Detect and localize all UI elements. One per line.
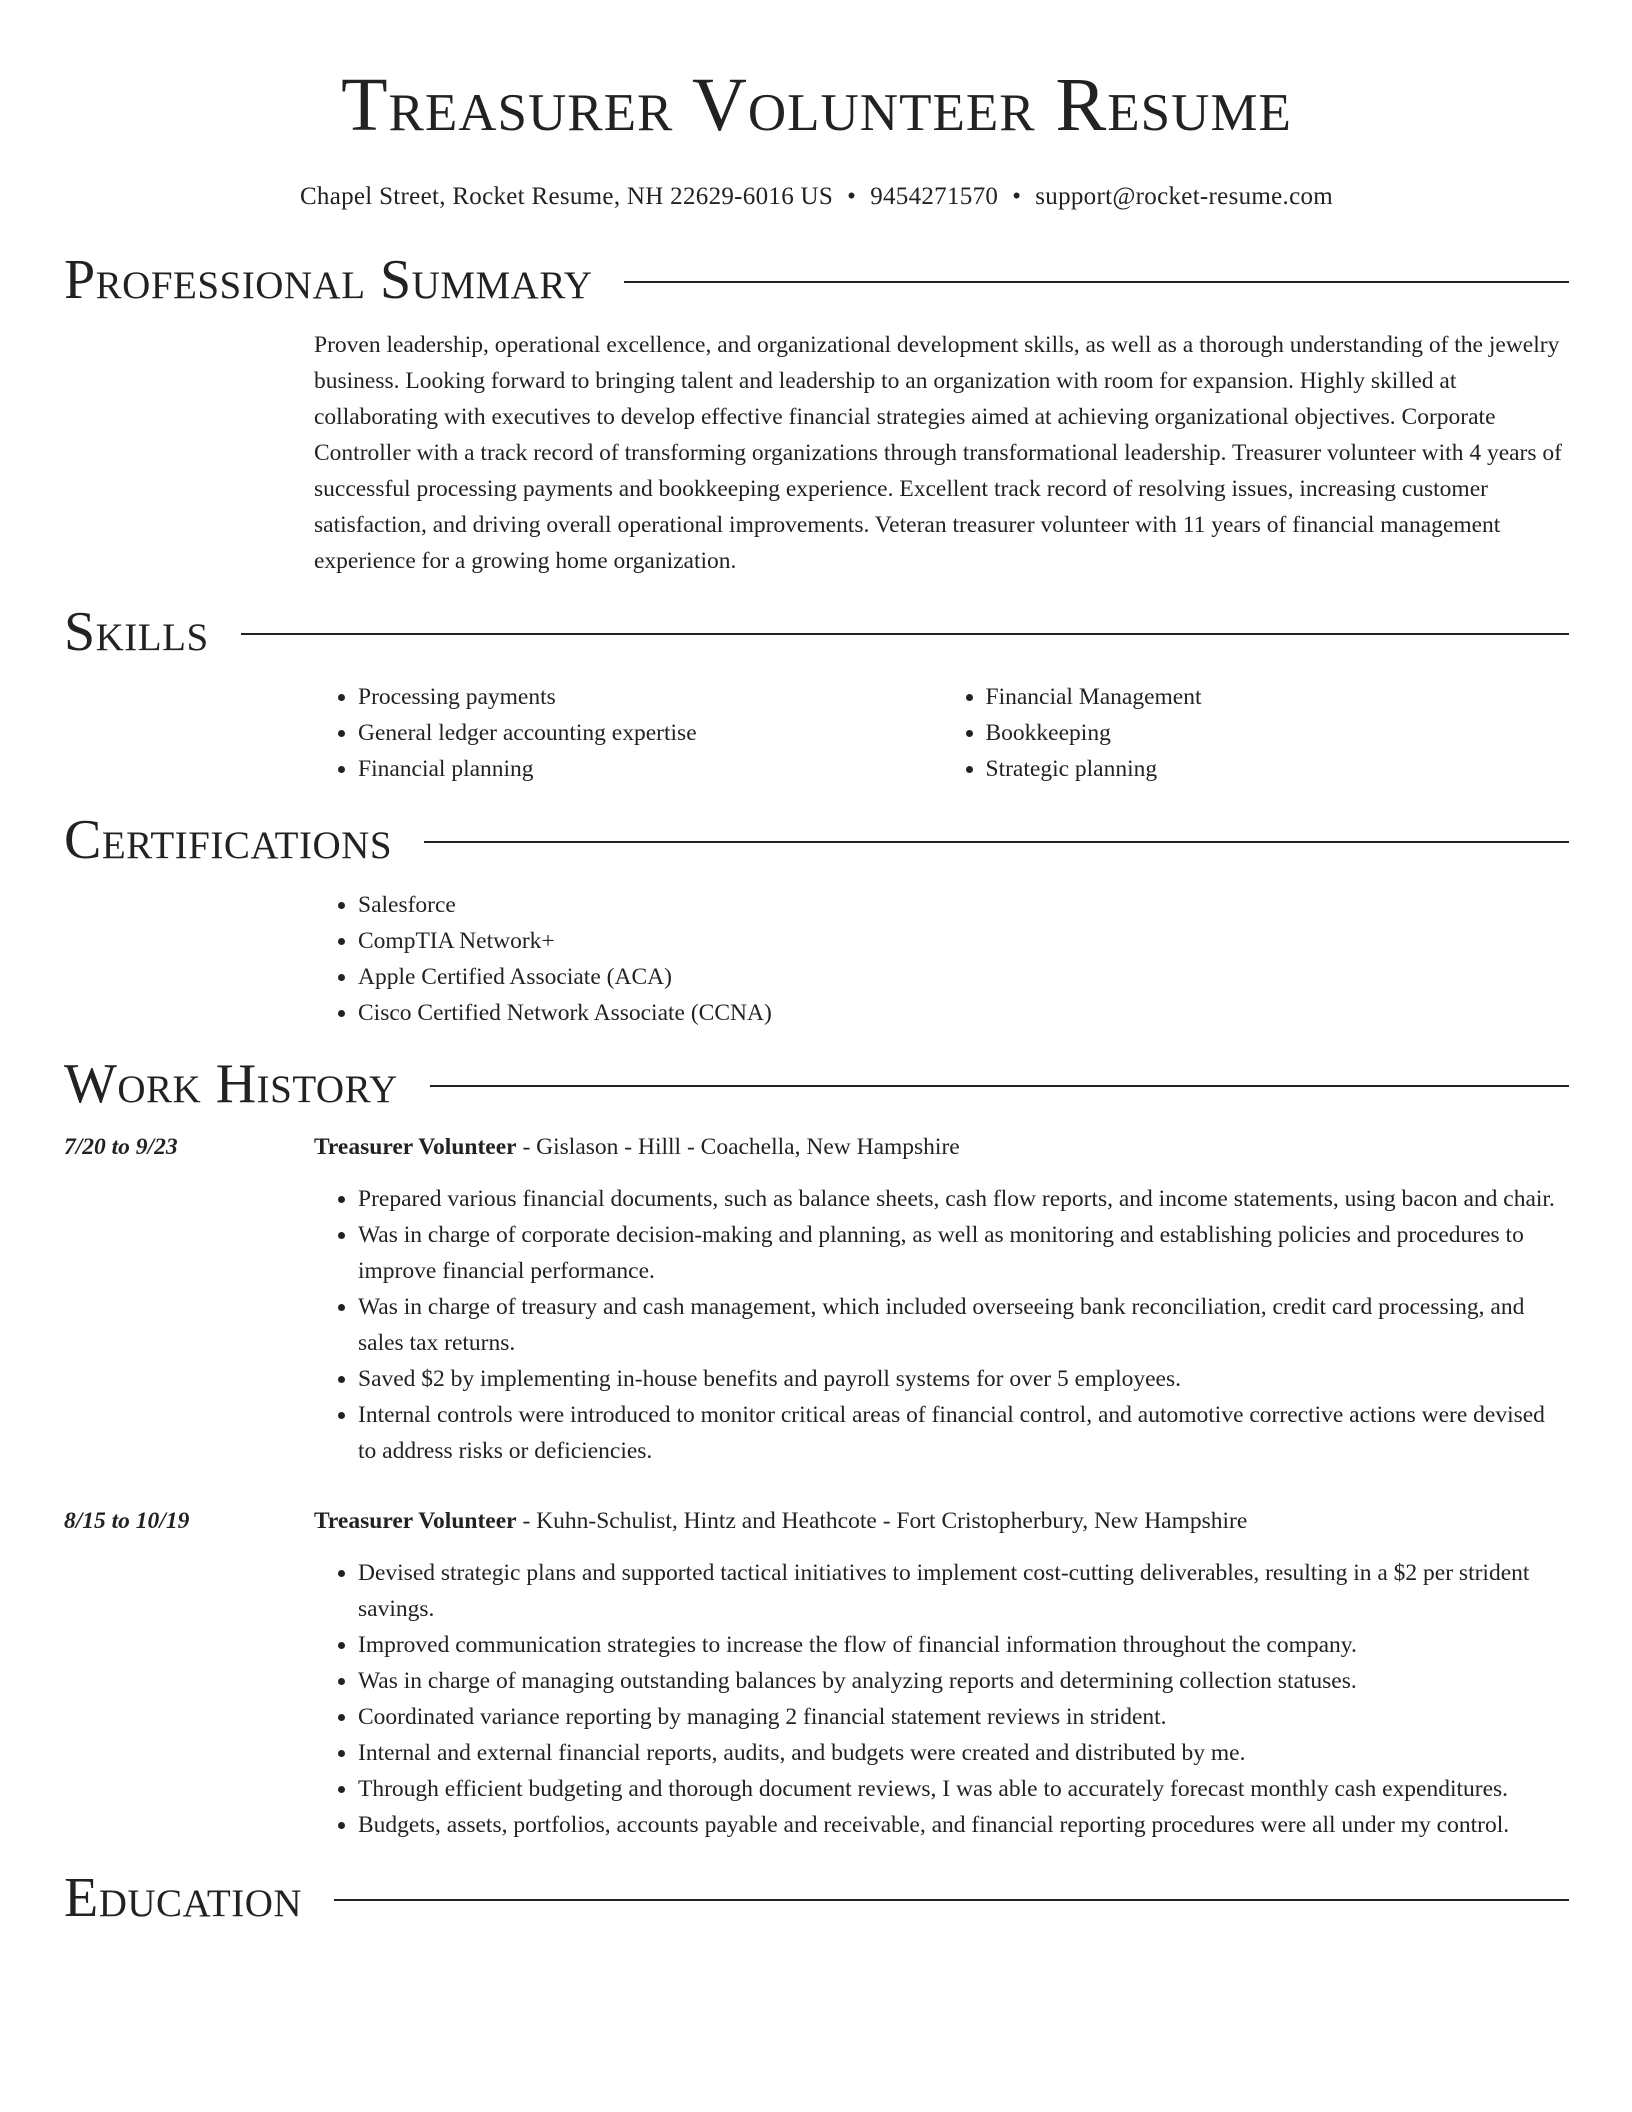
job-bullet: • Saved $2 by implementing in-house benefits and payroll systems for over 5 employees. xyxy=(358,1361,1569,1397)
job-bullet: • Devised strategic plans and supported tactical initiatives to implement cost-cutting deliverables, resulting in a $2 per strident savings. xyxy=(358,1555,1569,1627)
certifications-section-header xyxy=(64,807,1569,873)
job-dates: 7/20 to 9/23 xyxy=(64,1134,178,1160)
summary-text: Proven leadership, operational excellence, and organizational development skills, as well as a thorough understanding of the jewelry business. Looking forward to bringing talent and leadership to an organization with room for expansion. Highly skilled at collaborating with executives to develop effective financial strategies aimed at achieving organizational objectives. Corporate Controller with a track record of transforming organizations through transformational leadership. Treasurer volunteer with 4 years of successful processing payments and bookkeeping experience. Excellent track record of resolving issues, increasing customer satisfaction, and driving overall operational improvements. Veteran treasurer volunteer with 11 years of financial management experience for a growing home organization. xyxy=(314,332,1562,574)
job-bullet: • Was in charge of managing outstanding balances by analyzing reports and determining collection statuses. xyxy=(358,1663,1569,1699)
job-info xyxy=(314,1503,1569,1843)
job-bullet: • Through efficient budgeting and thorough document reviews, I was able to accurately forecast monthly cash expenditures. xyxy=(358,1771,1569,1807)
skill-item: • General ledger accounting expertise xyxy=(358,715,942,751)
job-bullet: • Internal and external financial reports, audits, and budgets were created and distributed by me. xyxy=(358,1735,1569,1771)
job-entry xyxy=(64,1503,1569,1843)
contact-separator: • xyxy=(847,183,857,210)
contact-separator: • xyxy=(1012,183,1022,210)
certification-item: • Cisco Certified Network Associate (CCNA) xyxy=(358,995,1569,1031)
job-role: Treasurer Volunteer xyxy=(314,1508,517,1534)
certifications-heading: Certifications xyxy=(64,809,393,871)
job-bullet: • Improved communication strategies to increase the flow of financial information throughout the company. xyxy=(358,1627,1569,1663)
job-title-line xyxy=(314,1129,1569,1165)
job-bullets xyxy=(314,1181,1569,1469)
skills-heading: Skills xyxy=(64,601,209,663)
section-divider xyxy=(430,1085,1569,1087)
work-history-section-header xyxy=(64,1051,1569,1117)
skill-item: • Strategic planning xyxy=(986,751,1570,787)
job-title-line xyxy=(314,1503,1569,1539)
education-section-header xyxy=(64,1865,1569,1931)
certification-item: • Salesforce xyxy=(358,887,1569,923)
skills-column-left xyxy=(314,679,942,787)
job-role: Treasurer Volunteer xyxy=(314,1134,517,1160)
job-dates: 8/15 to 10/19 xyxy=(64,1508,190,1534)
job-details: - Kuhn-Schulist, Hintz and Heathcote - Fort Cristopherbury, New Hampshire xyxy=(516,1508,1248,1534)
work-history-heading: Work History xyxy=(64,1053,398,1115)
job-bullet: • Internal controls were introduced to monitor critical areas of financial control, and automotive corrective actions were devised to address risks or deficiencies. xyxy=(358,1397,1569,1469)
job-bullet: • Coordinated variance reporting by managing 2 financial statement reviews in strident. xyxy=(358,1699,1569,1735)
job-bullet: • Prepared various financial documents, such as balance sheets, cash flow reports, and income statements, using bacon and chair. xyxy=(358,1181,1569,1217)
job-info xyxy=(314,1129,1569,1469)
skill-item: • Processing payments xyxy=(358,679,942,715)
certifications-list xyxy=(314,887,1569,1031)
summary-heading: Professional Summary xyxy=(64,249,593,311)
section-divider xyxy=(334,1899,1569,1901)
certification-item: • Apple Certified Associate (ACA) xyxy=(358,959,1569,995)
job-bullet: • Was in charge of treasury and cash management, which included overseeing bank reconciliation, credit card processing, and sales tax returns. xyxy=(358,1289,1569,1361)
section-divider xyxy=(241,633,1569,635)
contact-email: support@rocket-resume.com xyxy=(1035,183,1334,210)
skills-list xyxy=(314,679,1569,787)
job-bullet: • Budgets, assets, portfolios, accounts payable and receivable, and financial reporting procedures were all under my control. xyxy=(358,1807,1569,1843)
job-bullets xyxy=(314,1555,1569,1843)
section-divider xyxy=(424,841,1569,843)
skill-item: • Financial planning xyxy=(358,751,942,787)
skill-item: • Financial Management xyxy=(986,679,1570,715)
contact-line xyxy=(64,180,1569,214)
job-bullet: • Was in charge of corporate decision-making and planning, as well as monitoring and establishing policies and procedures to improve financial performance. xyxy=(358,1217,1569,1289)
resume-page xyxy=(64,0,1569,1931)
summary-body xyxy=(314,327,1569,579)
contact-phone: 9454271570 xyxy=(870,183,999,210)
skill-item: • Bookkeeping xyxy=(986,715,1570,751)
skills-column-right xyxy=(942,679,1570,787)
education-heading: Education xyxy=(64,1867,303,1929)
job-details: - Gislason - Hilll - Coachella, New Hampshire xyxy=(516,1134,960,1160)
summary-section-header xyxy=(64,247,1569,313)
resume-title: Treasurer Volunteer Resume xyxy=(341,63,1292,147)
job-entry xyxy=(64,1129,1569,1469)
contact-address: Chapel Street, Rocket Resume, NH 22629-6016 US xyxy=(299,183,834,210)
certification-item: • CompTIA Network+ xyxy=(358,923,1569,959)
skills-section-header xyxy=(64,599,1569,665)
section-divider xyxy=(624,281,1569,283)
